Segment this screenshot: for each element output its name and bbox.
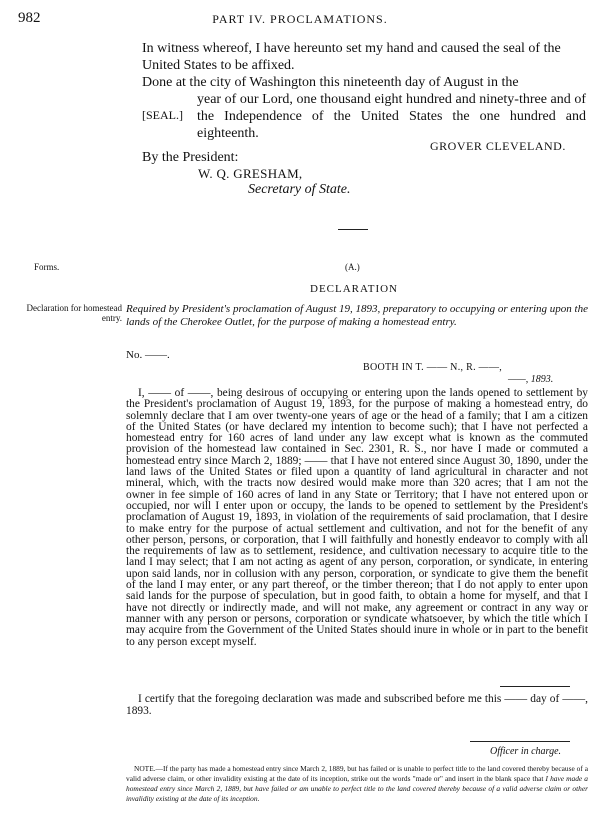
declaration-title: DECLARATION	[310, 283, 398, 295]
note-label: NOTE.—	[134, 764, 163, 773]
secretary-title: Secretary of State.	[248, 182, 351, 197]
officer-signature-line	[470, 741, 570, 742]
date-line: ——, 1893.	[508, 374, 554, 385]
declaration-body: I, —— of ——, being desirous of occupying or entering upon the lands opened to settlement by the President's proclamation of August 19, 1893, for the purpose of making a homestead entry, do solemnly declare that I am over twenty-one years of age or the head of a family; that I am a citizen of the United States (or have declared my intention to become such); that I have not perfected a homestead entry for 160 acres of land under any law except what is known as the commuted provision of the homestead law contained in Sec. 2301, R. S., nor have I made or commuted a homestead entry since March 2, 1889; —— that I have not entered since August 30, 1890, under the land laws of the United States or filed upon a quantity of land agricultural in character and not mineral, which, with the tracts now desired would make more than 320 acres; that I am not the owner in fee simple of 160 acres of land in any State or Territory; that I have not entered upon or occupied, nor will I enter upon or occupy, the lands to be opened to settlement by the President's proclamation of August 19, 1893, in violation of the requirements of said proclamation, that I desire to make entry for the purpose of actual settlement and cultivation, and not for the benefit of any other person, persons, or corporation, that I will faithfully and honestly endeavor to comply with all the requirements of law as to settlement, residence, and cultivation necessary to acquire title to the land I may select; that I am not acting as agent of any person, corporation, or syndicate, in entering upon said lands, nor in collusion with any person, corporation, or syndicate to give them the benefit of the land I may enter, or any part thereof, or the timber thereon; that I do not apply to enter upon said lands for the purpose of speculation, but in good faith, to obtain a home for myself, and that I have not directly or indirectly made, and will not make, any agreement or contract in any way or manner with any person or persons, corporation or syndicate whatsoever, by which the title which I may acquire from the Government of the United States should inure in whole or in part to the benefit to any person except myself.	[126, 387, 588, 648]
done-clause-continued: year of our Lord, one thousand eight hundred and ninety-three and of the Independence of the United States the one hundred and eighteenth.	[197, 92, 586, 141]
seal-mark: [SEAL.]	[142, 108, 183, 122]
footnote	[126, 764, 588, 804]
form-label: (A.)	[345, 262, 360, 272]
note-italic-text: I have made a homestead entry since March 2, 1889, but have failed or am unable to perfect title to the land covered thereby because of a valid adverse claim or other invalidity existing at the date of its inception.	[126, 774, 588, 803]
running-head: PART IV. PROCLAMATIONS.	[212, 12, 388, 26]
section-divider	[338, 229, 368, 230]
certification-text: I certify that the foregoing declaration was made and subscribed before me this —— day of ——, 1893.	[126, 693, 588, 717]
required-by-text: Required by President's proclamation of August 19, 1893, preparatory to occupying or entering upon the lands of the Cherokee Outlet, for the purpose of making a homestead entry.	[126, 303, 588, 328]
officer-label: Officer in charge.	[490, 746, 562, 757]
by-the-president: By the President:	[142, 150, 239, 165]
booth-line: BOOTH IN T. —— N., R. ——,	[363, 362, 503, 373]
margin-note: Declaration for homestead entry.	[26, 303, 122, 323]
page-number: 982	[18, 10, 41, 26]
note-text: If the party has made a homestead entry since March 2, 1889, but has failed or is unable to perfect title to the land covered thereby because of a valid adverse claim, or other invalidity existing at the date of its inception, strike out the words "made or" and insert in the blank space that	[126, 764, 588, 783]
witness-clause: In witness whereof, I have hereunto set my hand and caused the seal of the United States to be affixed.	[142, 41, 561, 73]
form-number: No. ——.	[126, 349, 170, 361]
secretary-name: W. Q. GRESHAM,	[198, 166, 303, 181]
declarant-signature-line	[500, 686, 570, 687]
done-clause: Done at the city of Washington this nineteenth day of August in the	[142, 75, 519, 90]
signer-name: GROVER CLEVELAND.	[430, 139, 566, 153]
margin-forms: Forms.	[34, 262, 60, 272]
